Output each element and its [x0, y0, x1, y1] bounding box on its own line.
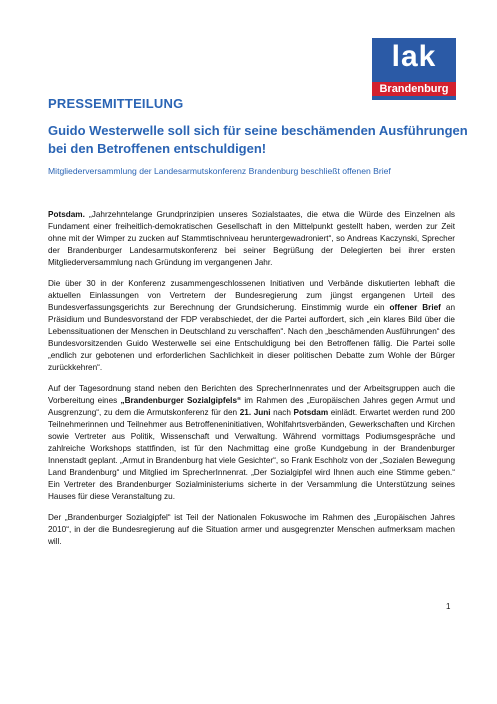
lak-logo	[372, 38, 456, 100]
logo-band: Brandenburg	[372, 82, 456, 96]
paragraph-2: Die über 30 in der Konferenz zusammengeschlossenen Initiativen und Verbände diskutierten lebhaft die aktuellen Einlassungen von Vertretern der Bundesregierung zum jüngst ergangenen Urteil des Bundesverfassungsgerichts zur Berechnung der Grundsicherung. Einstimmig wurde ein offener Brief an Präsidium und Bundesvorstand der FDP verabschiedet, der die Partei auffordert, sich „ein klares Bild über die Lebenssituationen der Menschen in Deutschland zu verschaffen“. Nach den „beschämenden Ausführungen“ des Bundesvorsitzenden Guido Westerwelle sei eine Entschuldigung bei den Betroffenen fällig. Die Partei solle „endlich zur gebotenen und erforderlichen Sachlichkeit in dieser politischen Debatte zum Wohle der Bürger zurückkehren“.	[48, 279, 456, 372]
press-body	[48, 209, 455, 557]
page-number: 1	[446, 602, 451, 611]
paragraph-1: Potsdam. „Jahrzehntelange Grundprinzipien unseres Sozialstaates, die etwa die Würde des Einzelnen als Fundament einer freiheitlich-demokratischen Gesellschaft in den Mittelpunkt gestellt haben, werden zur Zeit ohne mit der Wimper zu zucken auf Stammtischniveau heruntergewadroniert“, so Andreas Kaczynski, Sprecher der Brandenburger Landesarmutskonferenz bei seiner Begrüßung der Delegierten bei ihrer ersten Mitgliederversammlung nach Gründung im vergangenen Jahr.	[48, 210, 455, 267]
logo-text: lak	[391, 40, 437, 73]
press-subline: Mitgliederversammlung der Landesarmutskonferenz Brandenburg beschließt offenen Brief	[48, 166, 391, 176]
press-headline: Guido Westerwelle soll sich für seine beschämenden Ausführungen bei den Betroffenen entschuldigen!	[48, 123, 468, 156]
document-heading: PRESSEMITTEILUNG	[48, 96, 184, 111]
dateline: Potsdam.	[48, 210, 85, 219]
paragraph-4: Der „Brandenburger Sozialgipfel“ ist Teil der Nationalen Fokuswoche im Rahmen des „Europäischen Jahres 2010“, in der die Bundesregierung auf die Situation armer und ausgegrenzter Menschen aufmerksam machen will.	[48, 513, 455, 546]
paragraph-3: Auf der Tagesordnung stand neben den Berichten des SprecherInnenrates und der Arbeitsgruppen auch die Vorbereitung eines „Brandenburger Sozialgipfels“ im Rahmen des „Europäischen Jahres gegen Armut und Ausgrenzung“, zu dem die Armutskonferenz für den 21. Juni nach Potsdam einlädt. Erwartet werden rund 200 Teilnehmerinnen und Teilnehmer aus Betroffeneninitiativen, Wohlfahrtsverbänden, Gewerkschaften und Kirchen sowie Vertreter aus Politik, Wissenschaft und Verwaltung. Während vormittags Podiumsgespräche und zahlreiche Workshops stattfinden, ist für den Nachmittag eine große Kundgebung in der Brandenburger Innenstadt geplant. „Armut in Brandenburg hat viele Gesichter“, so Frank Eschholz von der „Sozialen Bewegung Land Brandenburg“ und Mitglied im SprecherInnenrat. „Der Sozialgipfel wird Ihnen auch eine Stimme geben.“ Ein Vertreter des Brandenburger Sozialministeriums sicherte in der Versammlung die Unterstützung seines Hauses für diese Veranstaltung zu.	[48, 384, 455, 501]
